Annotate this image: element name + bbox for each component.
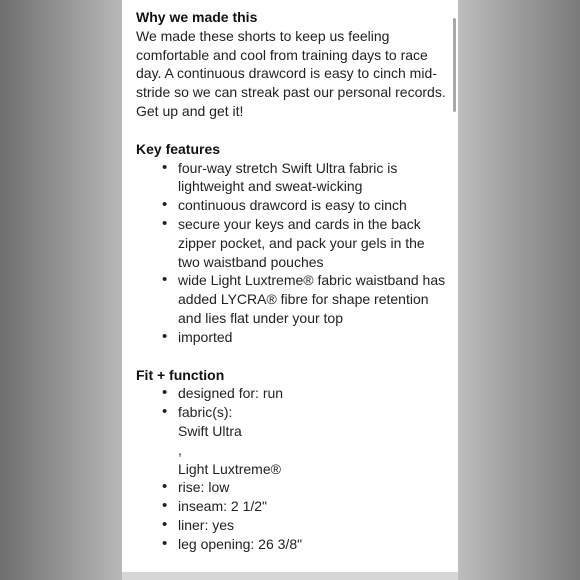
list-item: • secure your keys and cards in the back zipper pocket, and pack your gels in the two waistband pouches — [178, 215, 446, 271]
list-item: • designed for: run — [178, 384, 446, 403]
list-item: • imported — [178, 328, 446, 347]
fit-list — [136, 384, 446, 553]
fabric-name: Light Luxtreme® — [178, 460, 281, 477]
why-heading: Why we made this — [136, 9, 258, 25]
scrollbar[interactable] — [453, 18, 456, 112]
product-details-panel[interactable] — [122, 0, 458, 572]
background-right — [458, 0, 580, 580]
list-item: • rise: low — [178, 478, 446, 497]
list-item: • wide Light Luxtreme® fabric waistband has added LYCRA® fibre for shape retention and lies flat under your top — [178, 271, 446, 327]
product-details-content — [136, 8, 446, 554]
panel-bottom-edge — [122, 572, 458, 580]
list-item: • continuous drawcord is easy to cinch — [178, 196, 446, 215]
why-body: We made these shorts to keep us feeling comfortable and cool from training days to race day. A continuous drawcord is easy to cinch mid-stride so we can streak past our personal records. Get up and get it! — [136, 27, 446, 119]
features-heading: Key features — [136, 140, 221, 157]
features-list — [136, 159, 446, 347]
section-divider — [136, 121, 446, 140]
list-item: • liner: yes — [178, 516, 446, 535]
list-item: • leg opening: 26 3/8" — [178, 535, 446, 554]
fabric-name: Swift Ultra — [178, 422, 242, 439]
fit-heading: Fit + function — [136, 366, 225, 383]
fabric-separator: , — [178, 441, 182, 458]
section-divider — [136, 347, 446, 366]
background-left — [0, 0, 122, 580]
list-item: • four-way stretch Swift Ultra fabric is lightweight and sweat-wicking — [178, 159, 446, 197]
list-item-fabrics — [178, 403, 446, 478]
fabric-label: • fabric(s): — [178, 404, 233, 421]
list-item: • inseam: 2 1/2" — [178, 497, 446, 516]
